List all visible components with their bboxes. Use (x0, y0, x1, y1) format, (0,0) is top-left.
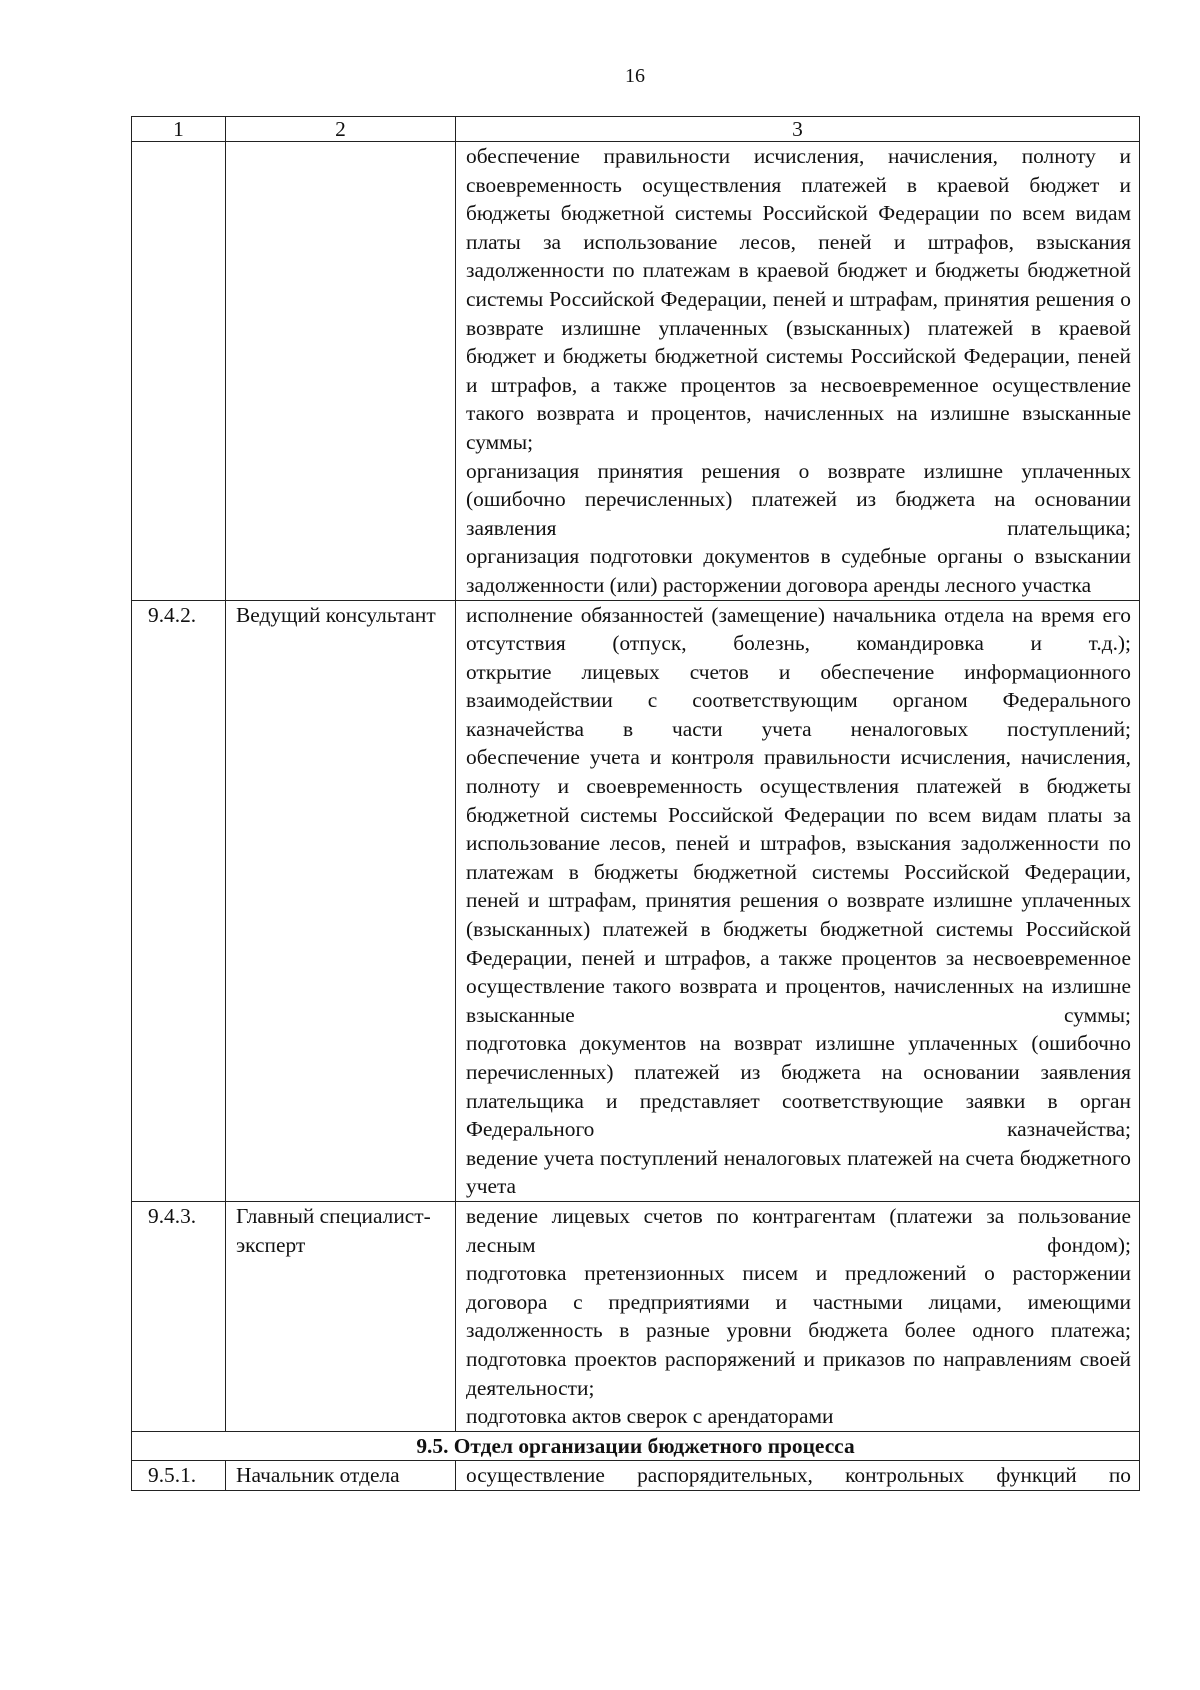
duty-item: осуществление распорядительных, контрольных функций по (466, 1463, 1131, 1488)
duty-item: открытие лицевых счетов и обеспечение информационного взаимодействии с соответствующим органом Федерального казначейства в части учета неналоговых поступлений; (466, 659, 1131, 741)
duty-item: организация принятия решения о возврате излишне уплаченных (ошибочно перечисленных) платежей из бюджета на основании заявления плательщика; (466, 458, 1131, 540)
duties-cell (456, 142, 1140, 601)
table-row (132, 600, 1140, 1201)
row-number: 9.4.2. (132, 600, 226, 1201)
duty-item: ведение лицевых счетов по контрагентам (платежи за пользование лесным фондом); (466, 1203, 1131, 1257)
table-row (132, 1201, 1140, 1431)
table-header-row (132, 117, 1140, 142)
duty-item: ведение учета поступлений неналоговых платежей на счета бюджетного учета (466, 1145, 1131, 1199)
header-cell-3: 3 (456, 117, 1140, 142)
duties-cell (456, 600, 1140, 1201)
row-number: 9.5.1. (132, 1461, 226, 1491)
section-heading-row (132, 1431, 1140, 1461)
duty-item: обеспечение правильности исчисления, начисления, полноту и своевременность осуществления платежей в краевой бюджет и бюджеты бюджетной системы Российской Федерации по всем видам платы за использование лесов, пеней и штрафов, взыскания задолженности по платежам в краевой бюджет и бюджеты бюджетной системы Российской Федерации, пеней и штрафам, принятия решения о возврате излишне уплаченных (взысканных) платежей в краевой бюджет и бюджеты бюджетной системы Российской Федерации, пеней и штрафов, а также процентов за несвоевременное осуществление такого возврата и процентов, начисленных на излишне взысканные суммы; (466, 144, 1131, 454)
row-number: 9.4.3. (132, 1201, 226, 1431)
duty-item: подготовка претензионных писем и предложений о расторжении договора с предприятиями и частными лицами, имеющими задолженность в разные уровни бюджета более одного платежа; (466, 1261, 1131, 1343)
duties-cell (456, 1461, 1140, 1491)
table-row (132, 1461, 1140, 1491)
header-cell-2: 2 (226, 117, 456, 142)
position-title: Начальник отдела (226, 1461, 456, 1491)
duty-item: подготовка актов сверок с арендаторами (466, 1404, 834, 1429)
position-title: Ведущий консультант (226, 600, 456, 1201)
row-number (132, 142, 226, 601)
duty-item: организация подготовки документов в судебные органы о взыскании задолженности (или) расторжении договора аренды лесного участка (466, 544, 1131, 597)
table-row (132, 142, 1140, 601)
position-title: Главный специалист-эксперт (226, 1201, 456, 1431)
duty-item: исполнение обязанностей (замещение) начальника отдела на время его отсутствия (отпуск, болезнь, командировка и т.д.); (466, 602, 1131, 656)
duties-table (131, 116, 1140, 1491)
position-title (226, 142, 456, 601)
page-number: 16 (625, 65, 645, 87)
duty-item: подготовка проектов распоряжений и приказов по направлениям своей деятельности; (466, 1346, 1131, 1400)
duties-cell (456, 1201, 1140, 1431)
header-cell-1: 1 (132, 117, 226, 142)
section-heading: 9.5. Отдел организации бюджетного процесса (132, 1431, 1140, 1461)
duty-item: обеспечение учета и контроля правильности исчисления, начисления, полноту и своевременность осуществления платежей в бюджеты бюджетной системы Российской Федерации по всем видам платы за использование лесов, пеней и штрафов, взыскания задолженности по платежам в бюджеты бюджетной системы Российской Федерации, пеней и штрафам, принятия решения о возврате излишне уплаченных (взысканных) платежей в бюджеты бюджетной системы Российской Федерации, пеней и штрафов, а также процентов за несвоевременное осуществление такого возврата и процентов, начисленных на излишне взысканные суммы; (466, 745, 1131, 1027)
duty-item: подготовка документов на возврат излишне уплаченных (ошибочно перечисленных) платежей из бюджета на основании заявления плательщика и представляет соответствующие заявки в орган Федерального казначейства; (466, 1031, 1131, 1142)
